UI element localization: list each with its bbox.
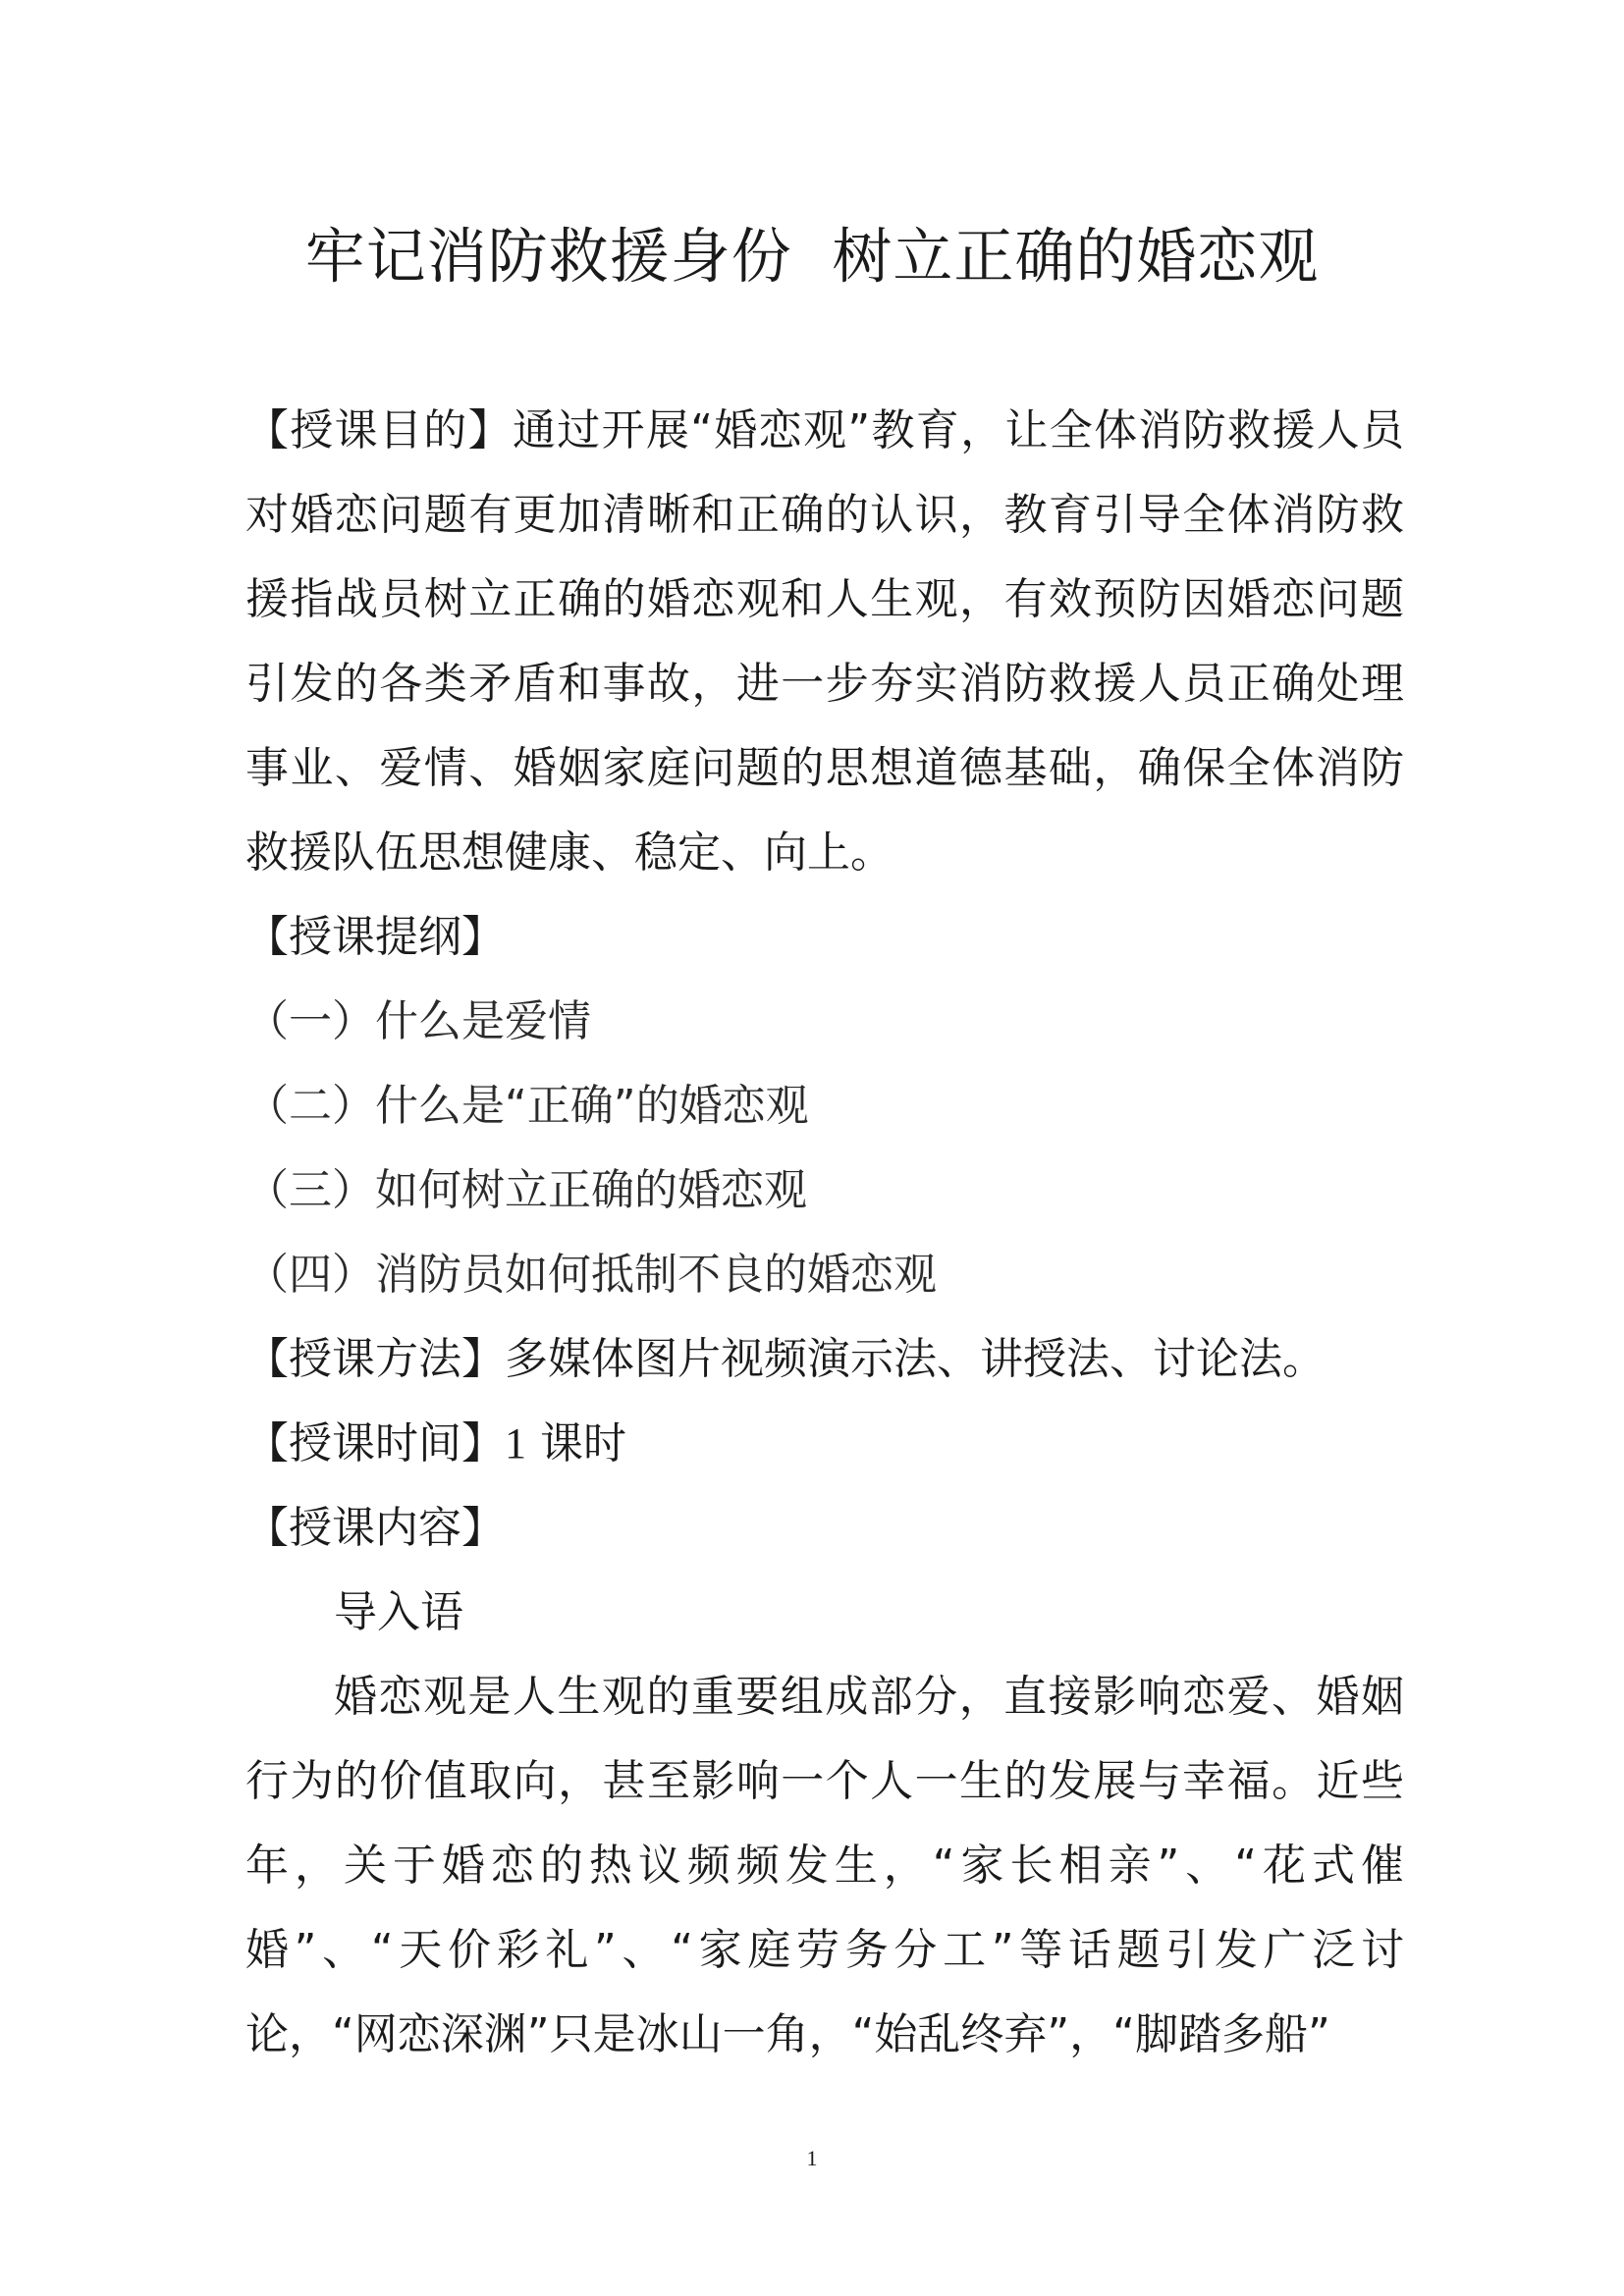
content-label: 【授课内容】	[245, 1503, 505, 1553]
outline-label: 【授课提纲】	[245, 912, 505, 962]
method-paragraph	[245, 1317, 1404, 1402]
page-number: 1	[806, 2146, 818, 2170]
time-unit: 课时	[526, 1418, 626, 1468]
outline-item-3: （三）如何树立正确的婚恋观	[245, 1165, 807, 1215]
purpose-text: 通过开展“婚恋观”教育，让全体消防救援人员对婚恋问题有更加清晰和正确的认识，教育引导全体消防救援指战员树立正确的婚恋观和人生观，有效预防因婚恋问题引发的各类矛盾和事故，进一步夯实消防救援人员正确处理事业、爱情、婚姻家庭问题的思想道德基础，确保全体消防救援队伍思想健康、稳定、向上。	[245, 405, 1405, 878]
document-body	[245, 389, 1404, 2077]
outline-item-2: （二）什么是“正确”的婚恋观	[245, 1081, 809, 1131]
time-paragraph	[245, 1402, 1404, 1486]
purpose-label: 【授课目的】	[245, 405, 513, 455]
intro-paragraph: 婚恋观是人生观的重要组成部分，直接影响恋爱、婚姻行为的价值取向，甚至影响一个人一生的发展与幸福。近些年，关于婚恋的热议频频发生，“家长相亲”、“花式催婚”、“天价彩礼”、“家庭劳务分工”等话题引发广泛讨论，“网恋深渊”只是冰山一角，“始乱终弃”，“脚踏多船”	[245, 1672, 1404, 2059]
outline-item-4: （四）消防员如何抵制不良的婚恋观	[245, 1250, 937, 1300]
purpose-paragraph	[245, 389, 1404, 895]
method-text: 多媒体图片视频演示法、讲授法、讨论法。	[505, 1334, 1326, 1384]
time-label: 【授课时间】	[245, 1418, 505, 1468]
document-title: 牢记消防救援身份 树立正确的婚恋观	[304, 222, 1320, 292]
time-number: 1	[505, 1419, 526, 1468]
method-label: 【授课方法】	[245, 1334, 505, 1384]
outline-item-1: （一）什么是爱情	[245, 996, 591, 1046]
intro-heading: 导入语	[334, 1587, 463, 1637]
